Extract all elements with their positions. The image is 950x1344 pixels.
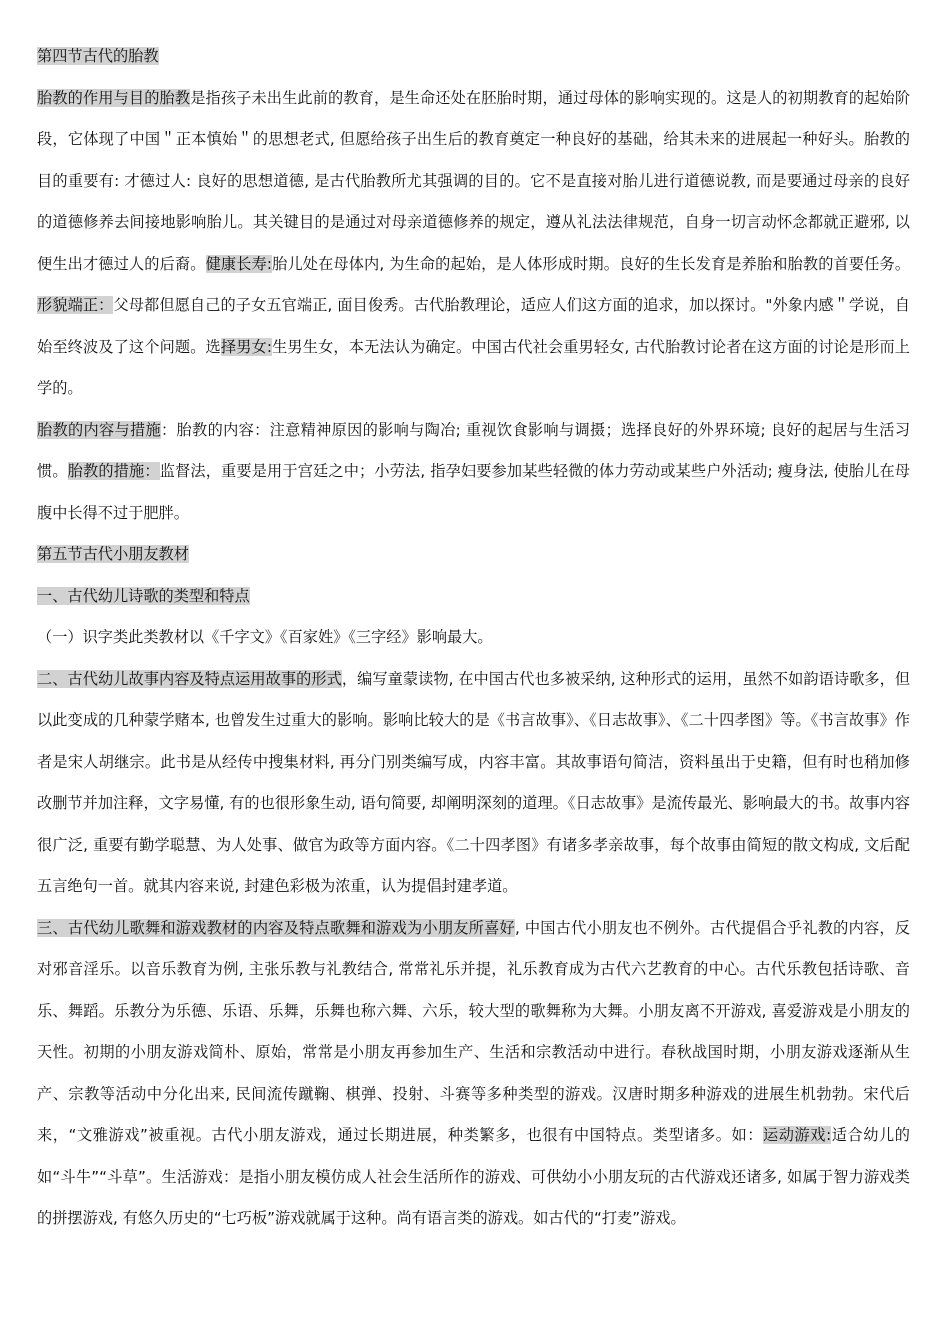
prenatal-content-paragraph	[37, 410, 910, 535]
literacy-paragraph	[37, 617, 910, 659]
paragraph-text: 生男生女，本无法认为确定。中国古代社会重男轻女, 古代胎教讨论者在这方面的讨论是形而上学的。	[37, 337, 910, 397]
highlight-prenatal-content: 胎教的内容与措施	[37, 420, 162, 439]
highlight-health: 健康长寿:	[205, 254, 272, 273]
paragraph-text: 是指孩子未出生此前的教育，是生命还处在胚胎时期，通过母体的影响实现的。这是人的初期教育的起始阶段，它体现了中国＂正本慎始＂的思想老式, 但愿给孩子出生后的教育奠定一种良好的基础，给其未来的进展起一种好头。胎教的目的重要有: 才德过人: 良好的思想道德, 是古代胎教所尤其强调的目的。它不是直接对胎儿进行道德说教, 而是要通过母亲的良好的道德修养去间接地影响胎儿。其关键目的是通过对母亲道德修养的规定，遵从礼法法律规范，自身一切言动怀念都就正避邪, 以便生出才德过人的后裔。	[37, 88, 911, 273]
highlight-prenatal-measures: 胎教的措施：	[67, 462, 160, 480]
section-5-title: 第五节古代小朋友教材	[37, 545, 189, 563]
prenatal-purpose-paragraph	[37, 78, 910, 410]
section-4-title: 第四节古代的胎教	[37, 47, 159, 65]
subsection-1-title: 一、古代幼儿诗歌的类型和特点	[37, 586, 250, 605]
highlight-gender: 择男女:	[220, 337, 272, 356]
paragraph-text: , 中国古代小朋友也不例外。古代提倡合乎礼教的内容，反对邪音淫乐。以音乐教育为例, 主张乐教与礼教结合, 常常礼乐并提，礼乐教育成为古代六艺教育的中心。古代乐教包括诗歌、音乐、舞蹈。乐教分为乐德、乐语、乐舞，乐舞也称六舞、六乐，较大型的歌舞称为大舞。小朋友离不开游戏, 喜爱游戏是小朋友的天性。初期的小朋友游戏简朴、原始，常常是小朋友再参加生产、生活和宗教活动中进行。春秋战国时期，小朋友游戏逐渐从生产、宗教等活动中分化出来, 民间流传蹴鞠、棋弹、投射、斗赛等多种类型的游戏。汉唐时期多种游戏的进展生机勃勃。宋代后来，“文雅游戏”被重视。古代小朋友游戏，通过长期进展，种类繁多，也很有中国特点。类型诸多。如：	[37, 918, 911, 1144]
section-5-heading	[37, 534, 910, 576]
highlight-sports-games: 运动游戏:	[763, 1126, 832, 1144]
paragraph-text: （一）识字类此类教材以《千字文》《百家姓》《三字经》影响最大。	[37, 628, 493, 646]
paragraph-text: 监督法，重要是用于宫廷之中；小劳法, 指孕妇要参加某些轻微的体力劳动或某些户外活动; 瘦身法, 使胎儿在母腹中长得不过于肥胖。	[37, 462, 910, 522]
stories-paragraph	[37, 659, 910, 908]
paragraph-text: 胎儿处在母体内, 为生命的起始，是人体形成时期。良好的生长发育是养胎和胎教的首要任务。	[271, 254, 911, 273]
paragraph-text: ，编写童蒙读物, 在中国古代也多被采纳, 这种形式的运用，虽然不如韵语诗歌多，但以此变成的几种蒙学赌本, 也曾发生过重大的影响。影响比较大的是《书言故事》、《日志故事》、《二十四孝图》等。《书言故事》作者是宋人胡继宗。此书是从经传中搜集材料, 再分门别类编写成，内容丰富。其故事语句简洁，资料虽出于史籍，但有时也稍加修改删节并加注释，文字易懂, 有的也很形象生动, 语句简要, 却阐明深刻的道理。《日志故事》是流传最光、影响最大的书。故事内容很广泛, 重要有勤学聪慧、为人处事、做官为政等方面内容。《二十四孝图》有诸多孝亲故事，每个故事由简短的散文构成, 文后配五言绝句一首。就其内容来说, 封建色彩极为浓重，认为提倡封建孝道。	[37, 669, 911, 895]
paragraph-text: 适合幼儿的如“斗牛”“斗草”。生活游戏：是指小朋友模仿成人社会生活所作的游戏、可供幼小小朋友玩的古代游戏还诸多, 如属于智力游戏类的拼摆游戏, 有悠久历史的“七巧板”游戏就属于这种。尚有语言类的游戏。如古代的“打麦”游戏。	[37, 1126, 910, 1227]
highlight-stories: 二、古代幼儿故事内容及特点运用故事的形式	[37, 669, 342, 688]
subsection-1-heading	[37, 576, 910, 618]
section-4-heading	[37, 36, 910, 78]
songs-games-paragraph	[37, 908, 910, 1240]
highlight-songs-games: 三、古代幼儿歌舞和游戏教材的内容及特点歌舞和游戏为小朋友所喜好	[37, 918, 515, 937]
highlight-appearance: 形貌端正：	[37, 296, 114, 314]
highlight-prenatal-purpose: 胎教的作用与目的胎教	[37, 88, 191, 107]
paragraph-text: 父母都但愿自己的子女五官端正, 面目俊秀。古代胎教理论，适应人们这方面的追求，加以探讨。"外象内感＂学说，自始至终波及了这个问题。选	[37, 296, 910, 356]
paragraph-text: ：胎教的内容：注意精神原因的影响与陶冶; 重视饮食影响与调摄；选择良好的外界环境; 良好的起居与生活习惯。	[37, 420, 911, 480]
